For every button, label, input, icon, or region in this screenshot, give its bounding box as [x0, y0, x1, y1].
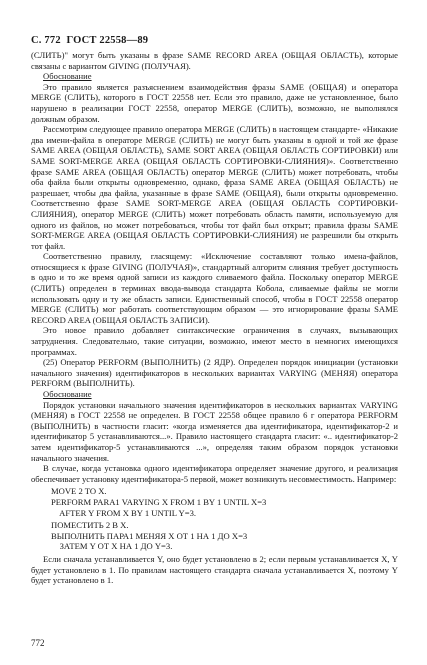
paragraph: Если сначала устанавливается Y, оно будет установлено в 2; если первым устанавливается X, Y будет установлено в 1. По правилам настоящего стандарта сначала устанавливается X, поэтому Y будет установлено в 1. — [31, 553, 398, 586]
code-line: MOVE 2 TO X. — [51, 486, 107, 497]
paragraph: Соответственно правилу, гласящему: «Исключение составляют только имена-файлов, относящиеся к фразе GIVING (ПОЛУЧАЯ)», стандартный алгоритм слияния требует доступность в одно и то же время одной записи из каждого сливаемого файла. Поскольку оператор MERGE (СЛИТЬ) определен в терминах ввода-вывода стандарта Кобола, сливаемые файлы не могли использовать одну и ту же область записи. Единственный способ, чтобы в ГОСТ 22558 оператор MERGE (СЛИТЬ) мог работать соответствующим образом — это игнорирование фразы SAME RECORD AREA (ОБЩАЯ ОБЛАСТЬ ЗАПИСИ). — [31, 251, 398, 325]
section-subheading: Обоснование — [43, 389, 92, 399]
document-body — [31, 50, 398, 586]
paragraph: Рассмотрим следующее правило оператора MERGE (СЛИТЬ) в настоящем стандарте- «Никакие два имени-файла в операторе MERGE (СЛИТЬ) не могут быть указаны в одной и той же фразе SAME AREA (ОБЩАЯ ОБЛАСТЬ), SAME SORT AREA (ОБЩАЯ ОБЛАСТЬ СОРТИРОВКИ) или SAME SORT-MERGE AREA (ОБЩАЯ ОБЛАСТЬ СОРТИРОВКИ-СЛИЯНИЯ)». Соответственно фразе SAME AREA (ОБЩАЯ ОБЛАСТЬ) оператор MERGE (СЛИТЬ) может потребовать, чтобы оба файла были открыты одновременно, однако, фраза SAME AREA (ОБЩАЯ ОБЛАСТЬ) не разрешает, чтобы два файла, указанные в фразе SAME (ОБЩАЯ), были открыты одновременно. Соответственно фразе SAME SORT-MERGE AREA (ОБЩАЯ ОБЛАСТЬ СОРТИРОВКИ-СЛИЯНИЯ), оператор MERGE (СЛИТЬ) может потребовать область памяти, используемую для одного из файлов, но может потребоваться, чтобы тот файл был открыт; правила фразы SAME SORT-MERGE AREA (ОБЩАЯ ОБЛАСТЬ СОРТИРОВКИ-СЛИЯНИЯ) не разрешили бы открыть тот файл. — [31, 124, 398, 251]
page-header — [31, 35, 148, 46]
code-line: ПОМЕСТИТЬ 2 В X. — [51, 520, 129, 531]
paragraph: Это новое правило добавляет синтаксические ограничения в случаях, вызывающих затруднения. Следовательно, такие ситуации, возможно, имеют место в немногих имеющихся программах. — [31, 325, 398, 357]
paragraph: В случае, когда установка одного идентификатора определяет значение другого, и реализация обеспечивает установку идентификатора-5 первой, может возникнуть несовместимость. Например: — [31, 463, 398, 484]
code-line: PERFORM PARA1 VARYING X FROM 1 BY 1 UNTIL X=3 — [51, 496, 267, 507]
paragraph: (25) Оператор PERFORM (ВЫПОЛНИТЬ) (2 ЯДР). Определен порядок инициации (установки начального значения) идентификаторов в нескольких вариантах VARYING (МЕНЯЯ) оператора PERFORM (ВЫПОЛНИТЬ). — [31, 357, 398, 389]
page-label: С. 772 — [31, 35, 61, 46]
code-block — [51, 486, 398, 518]
paragraph: Порядок установки начального значения идентификаторов в нескольких вариантах VARYING (МЕНЯЯ) в ГОСТ 22558 не определен. В ГОСТ 22558 общее правило 6 г оператора PERFORM (ВЫПОЛНИТЬ) в частности гласит: «когда изменяется два идентификатора, идентификатор-2 и идентификатор 5 устанавливаются...». Правило настоящего стандарта гласит: «.. идентификатор-2 затем идентификатор-5 устанавливаются ...», определяя таким образом порядок установки начального значения. — [31, 399, 398, 463]
code-line: ВЫПОЛНИТЬ ПАРА1 МЕНЯЯ X ОТ 1 НА 1 ДО X=3 — [51, 530, 248, 541]
code-block — [51, 520, 398, 552]
code-line: ЗАТЕМ Y ОТ X НА 1 ДО Y=3. — [51, 541, 173, 552]
page-number: 772 — [31, 638, 45, 648]
paragraph: Это правило является разъяснением взаимодействия фразы SAME (ОБЩАЯ) и оператора MERGE (СЛИТЬ), которого в ГОСТ 22558 нет. Если это правило, даже не установленное, было нарушено в реализации ГОСТ 22558, оператор MERGE (СЛИТЬ), возможно, не выполнялся должным образом. — [31, 81, 398, 124]
section-subheading: Обоснование — [43, 71, 92, 82]
paragraph: (СЛИТЬ)" могут быть указаны в фразе SAME RECORD AREA (ОБЩАЯ ОБЛАСТЬ), которые связаны с вариантом GIVING (ПОЛУЧАЯ). — [31, 50, 398, 71]
code-line: AFTER Y FROM X BY 1 UNTIL Y=3. — [51, 507, 197, 518]
standard-code: ГОСТ 22558—89 — [66, 35, 149, 46]
